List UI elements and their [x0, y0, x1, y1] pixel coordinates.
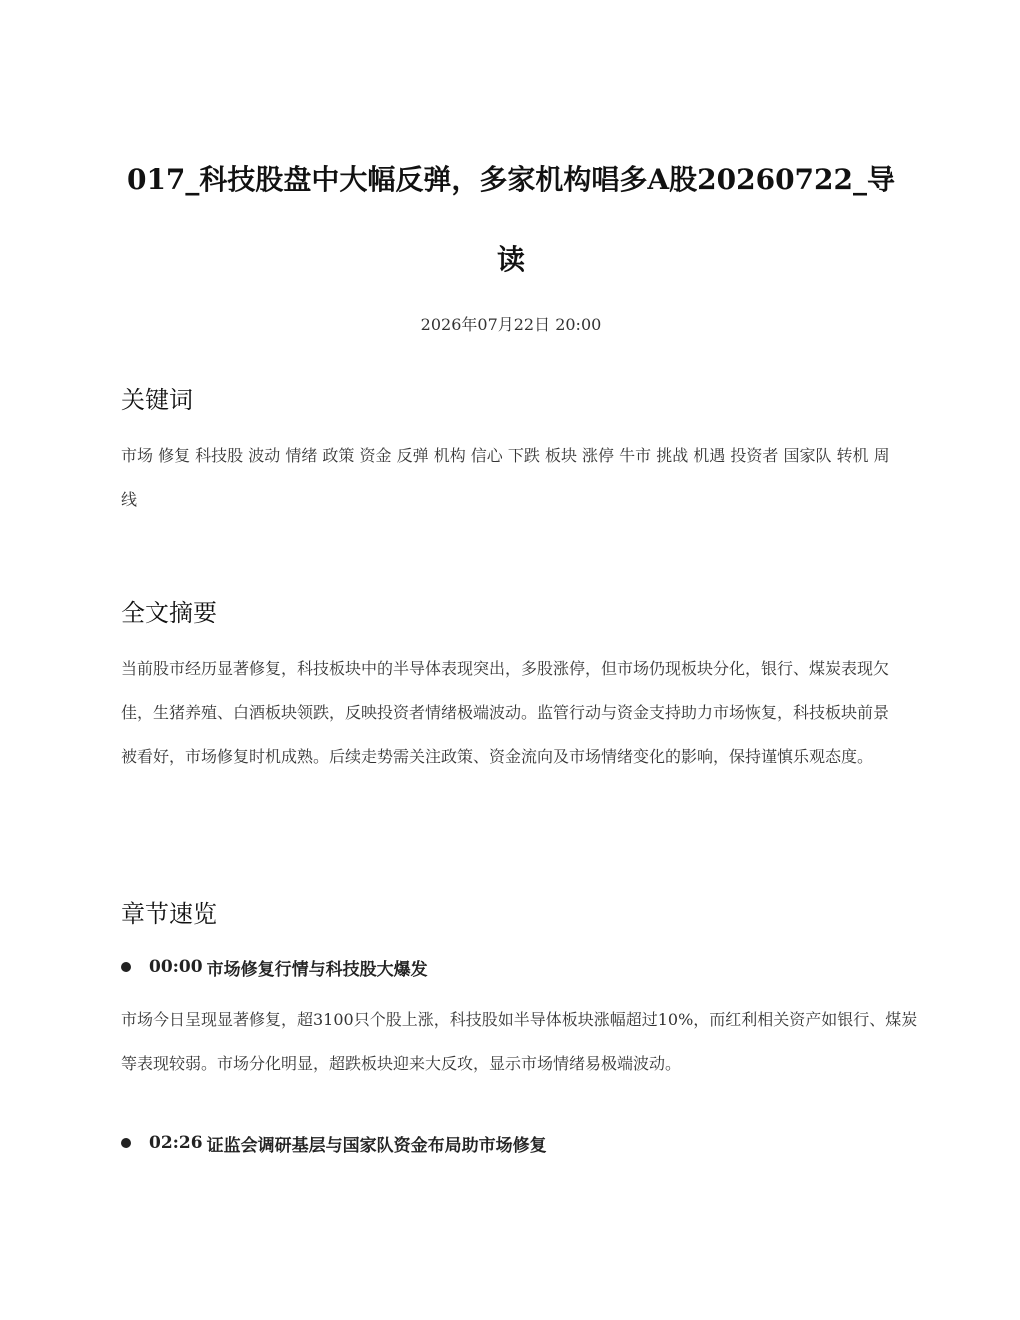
chapter-header: [121, 952, 921, 982]
chapter-header: [121, 1128, 921, 1158]
chapter-item: [121, 1128, 921, 1158]
chapter-timestamp: 00:00: [149, 957, 203, 977]
chapter-body: 市场今日呈现显著修复，超3100只个股上涨，科技股如半导体板块涨幅超过10%，而红利相关资产如银行、煤炭等表现较弱。市场分化明显，超跌板块迎来大反攻，显示市场情绪易极端波动。: [121, 1010, 918, 1073]
bullet-icon: [121, 962, 131, 972]
chapter-title: 市场修复行情与科技股大爆发: [206, 959, 428, 980]
chapter-title: 证监会调研基层与国家队资金布局助市场修复: [206, 1135, 547, 1156]
document-date: 2026年07月22日 20:00: [420, 315, 602, 334]
summary-text: 当前股市经历显著修复，科技板块中的半导体表现突出，多股涨停，但市场仍现板块分化，银行、煤炭表现欠佳，生猪养殖、白酒板块领跌，反映投资者情绪极端波动。监管行动与资金支持助力市场恢复，科技板块前景被看好，市场修复时机成熟。后续走势需关注政策、资金流向及市场情绪变化的影响，保持谨慎乐观态度。: [121, 659, 890, 766]
keywords-heading: 关键词: [121, 386, 193, 414]
chapter-timestamp: 02:26: [149, 1133, 203, 1153]
document-title: 017_科技股盘中大幅反弹，多家机构唱多A股20260722_导读: [126, 163, 896, 276]
summary-heading: 全文摘要: [121, 599, 217, 627]
keywords-text: 市场 修复 科技股 波动 情绪 政策 资金 反弹 机构 信心 下跌 板块 涨停 牛市 挑战 机遇 投资者 国家队 转机 周线: [121, 446, 890, 509]
bullet-icon: [121, 1138, 131, 1148]
chapter-item: [121, 952, 921, 1086]
chapters-heading: 章节速览: [121, 900, 217, 928]
